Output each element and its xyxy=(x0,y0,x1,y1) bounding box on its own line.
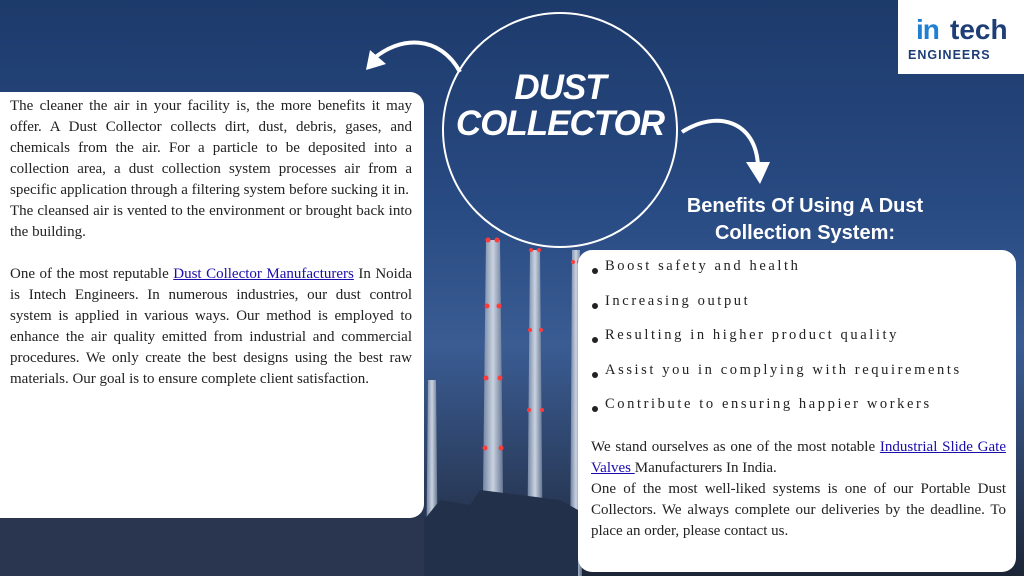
benefit-item: Boost safety and health xyxy=(591,258,1006,293)
ground-left xyxy=(0,518,424,576)
logo-brand-name: tech xyxy=(950,14,1008,45)
benefit-item: Increasing output xyxy=(591,293,1006,328)
dust-collector-manufacturers-link[interactable]: Dust Collector Manufacturers xyxy=(173,266,354,282)
closing-text xyxy=(591,437,1006,542)
benefits-heading-line-1: Benefits Of Using A Dust xyxy=(686,195,924,217)
intro-card xyxy=(0,92,424,518)
industrial-slide-gate-valves-link[interactable]: Industrial Slide Gate Valves xyxy=(591,438,1006,476)
logo-brand-prefix: in xyxy=(916,14,939,45)
curved-arrow-left-icon xyxy=(360,30,470,80)
title-line-2: COLLECTOR xyxy=(455,104,665,143)
intro-paragraph-2: The cleansed air is vented to the environment or brought back into the building. xyxy=(10,203,412,240)
benefits-list xyxy=(591,258,1006,431)
closing-text-after-link: Manufacturers In India. xyxy=(634,459,777,476)
benefit-item: Contribute to ensuring happier workers xyxy=(591,396,1006,431)
closing-text-before-link: We stand ourselves as one of the most notable xyxy=(591,438,880,455)
benefit-item: Resulting in higher product quality xyxy=(591,327,1006,362)
benefit-item: Assist you in complying with requirements xyxy=(591,362,1006,397)
closing-paragraph-1 xyxy=(591,437,1006,479)
curved-arrow-down-icon xyxy=(676,110,776,190)
page-title xyxy=(446,70,674,142)
intro-text-after-link: In Noida is Intech Engineers. In numerous industries, our dust control system is applied in various ways. Our method is employed to enhance the air quality emitted from industrial and commercial procedures. We only create the best designs using the best raw materials. Our goal is to ensure complete client satisfaction. xyxy=(10,266,412,387)
title-line-1: DUST xyxy=(514,68,606,107)
intro-paragraph-3 xyxy=(10,264,412,390)
company-logo xyxy=(898,0,1024,74)
benefits-heading xyxy=(640,193,970,247)
benefits-card xyxy=(578,250,1016,572)
closing-paragraph-2: One of the most well-liked systems is one of our Portable Dust Collectors. We always complete our deliveries by the deadline. To place an order, please contact us. xyxy=(591,480,1006,539)
intro-text-before-link: One of the most reputable xyxy=(10,266,174,282)
logo-subtitle: ENGINEERS xyxy=(908,48,991,62)
factory-silhouette xyxy=(424,490,578,576)
benefits-heading-line-2: Collection System: xyxy=(714,222,896,244)
intro-paragraph-1: The cleaner the air in your facility is, the more benefits it may offer. A Dust Collector collects dirt, dust, debris, gases, and chemicals from the air. For a particle to be deposited into a collection area, a dust collection system processes air from a specific application through a filtering system before sucking it in. xyxy=(10,98,412,198)
